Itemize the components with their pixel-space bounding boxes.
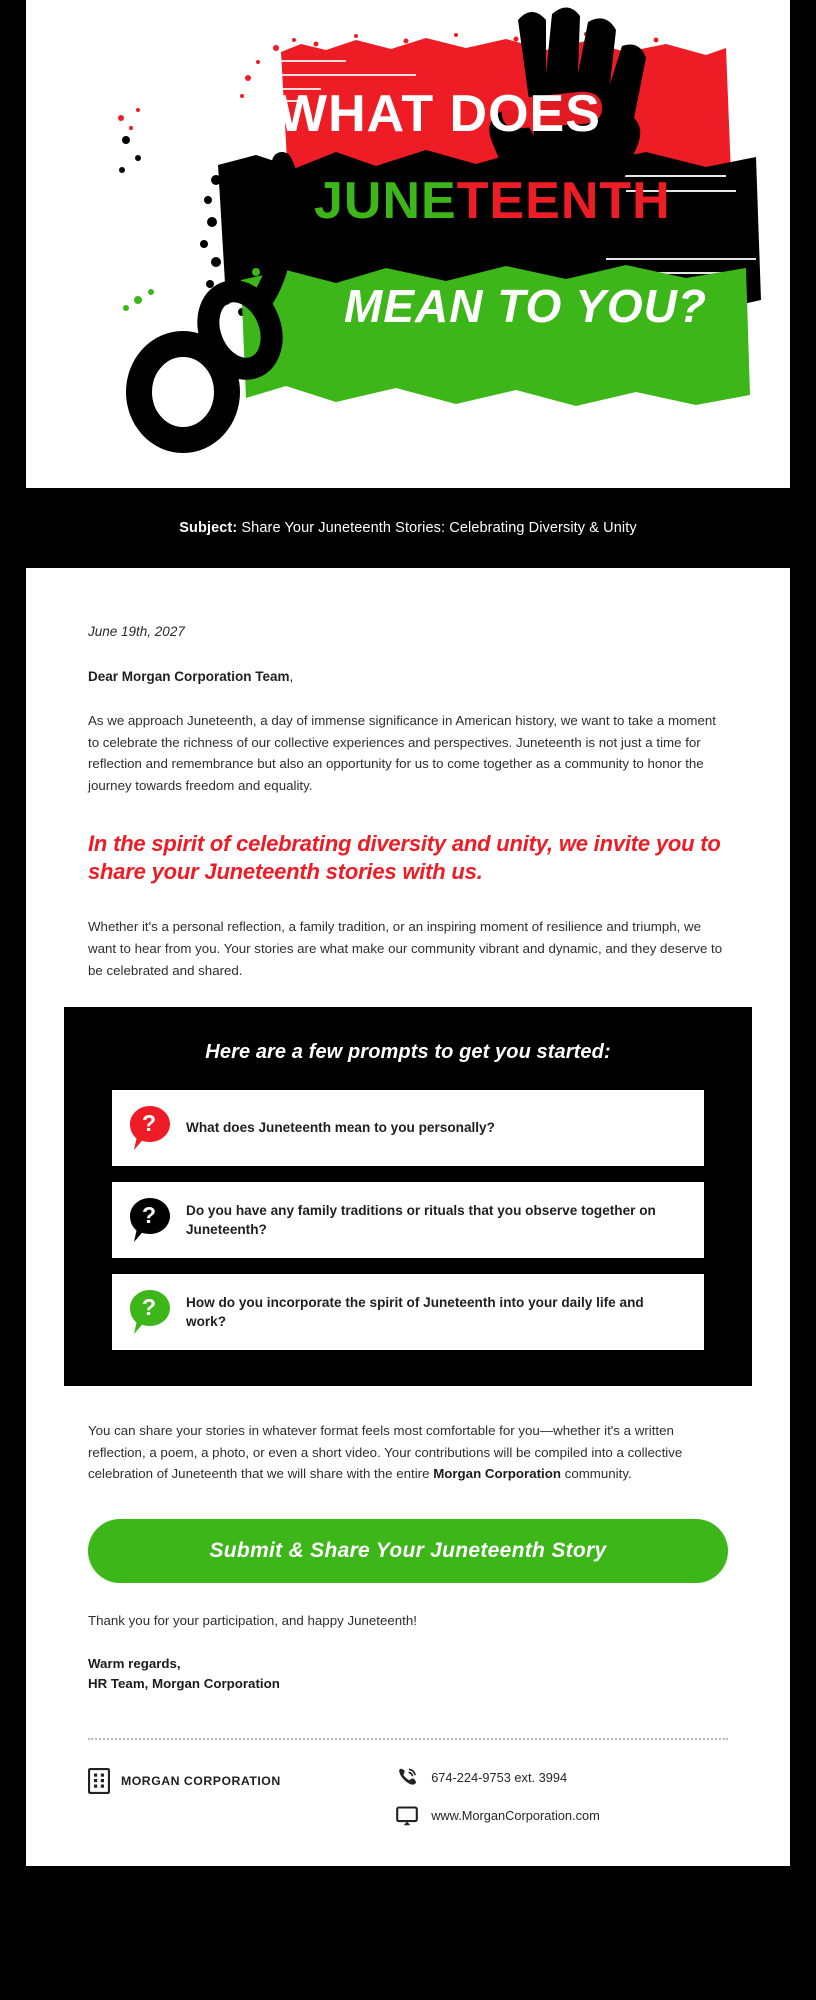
footer-phone-value: 674-224-9753 ext. 3994: [431, 1770, 568, 1785]
prompt-card-2[interactable]: [112, 1182, 704, 1258]
email-footer: [26, 1740, 790, 1866]
prompt-text-2: Do you have any family traditions or rituals that you observe together on Juneteenth?: [186, 1202, 656, 1238]
subject-band: [26, 488, 790, 568]
subject-line: [179, 520, 636, 536]
hero-line-2: [314, 172, 671, 230]
question-speech-bubble-icon: [128, 1104, 172, 1152]
letter-paragraph-1: As we approach Juneteenth, a day of immense significance in American history, we want to take a moment to celebrate the richness of our collective experiences and perspectives. Juneteenth is not just a time for reflection and remembrance but also an opportunity for us to come together as a community to honor the journey towards freedom and equality.: [88, 713, 716, 793]
phone-ringing-icon: [395, 1766, 419, 1790]
prompts-section: [64, 1007, 752, 1386]
footer-company-block: [88, 1766, 395, 1794]
letter-bottom: [26, 1386, 790, 1485]
prompts-title: Here are a few prompts to get you started:: [205, 1041, 611, 1064]
prompts-list: [64, 1090, 752, 1350]
prompt-text-1: What does Juneteenth mean to you personally?: [186, 1120, 495, 1136]
hero-banner: [26, 0, 790, 488]
letter-headline: In the spirit of celebrating diversity and unity, we invite you to share your Juneteenth stories with us.: [88, 831, 721, 885]
footer-website-row[interactable]: [395, 1804, 728, 1828]
question-mark-1: ?: [141, 1110, 157, 1137]
letter-thanks: Thank you for your participation, and happy Juneteenth!: [88, 1612, 417, 1628]
email-body-card: [26, 568, 790, 1866]
footer-company-name: MORGAN CORPORATION: [121, 1773, 281, 1788]
question-speech-bubble-icon: [128, 1288, 172, 1336]
hero-artwork: [26, 0, 790, 488]
signoff-line-2: HR Team, Morgan Corporation: [88, 1675, 280, 1691]
prompt-text-3: How do you incorporate the spirit of Juneteenth into your daily life and work?: [186, 1294, 644, 1330]
hero-line-1: WHAT DOES: [278, 85, 601, 143]
footer-website-value: www.MorganCorporation.com: [431, 1808, 600, 1823]
submit-share-story-button[interactable]: Submit & Share Your Juneteenth Story: [88, 1519, 728, 1583]
footer-contact-block: [395, 1766, 728, 1828]
building-icon: [88, 1768, 110, 1794]
prompt-card-3[interactable]: [112, 1274, 704, 1350]
prompt-card-1[interactable]: [112, 1090, 704, 1166]
hero-line-3: MEAN TO YOU?: [344, 280, 707, 332]
salutation-comma: ,: [289, 669, 294, 684]
cta-wrapper: [26, 1519, 790, 1583]
letter-date: June 19th, 2027: [88, 624, 185, 639]
letter-paragraph-3: [88, 1420, 728, 1485]
letter-closing-block: [26, 1613, 790, 1694]
signoff-line-1: Warm regards,: [88, 1655, 181, 1671]
hero-line-2-part-2: TEENTH: [456, 172, 671, 230]
question-mark-2: ?: [141, 1202, 157, 1229]
letter-top: [26, 624, 790, 981]
subject-value: Share Your Juneteenth Stories: Celebrating Diversity & Unity: [237, 520, 637, 536]
salutation-recipient: Dear Morgan Corporation Team: [88, 669, 290, 684]
p3-part-1: You can share your stories in whatever format feels most comfortable for you—whether it's a written reflection, a poem, a photo, or even a short video. Your contributions will be compiled into a collective celebration of Juneteenth that we will share with the entire: [88, 1423, 683, 1482]
question-speech-bubble-icon: [128, 1196, 172, 1244]
letter-salutation: [88, 669, 728, 684]
subject-label: Subject:: [179, 520, 238, 536]
p3-part-2: community.: [560, 1466, 632, 1482]
question-mark-3: ?: [141, 1294, 157, 1321]
letter-paragraph-2: Whether it's a personal reflection, a family tradition, or an inspiring moment of resilience and triumph, we want to hear from you. Your stories are what make our community vibrant and dynamic, and they deserve to be celebrated and shared.: [88, 919, 723, 978]
footer-phone-row[interactable]: [395, 1766, 728, 1790]
hero-line-2-part-1: JUNE: [314, 172, 457, 230]
monitor-icon: [395, 1804, 419, 1828]
p3-company: Morgan Corporation: [433, 1466, 561, 1482]
letter-signoff: [88, 1654, 728, 1694]
